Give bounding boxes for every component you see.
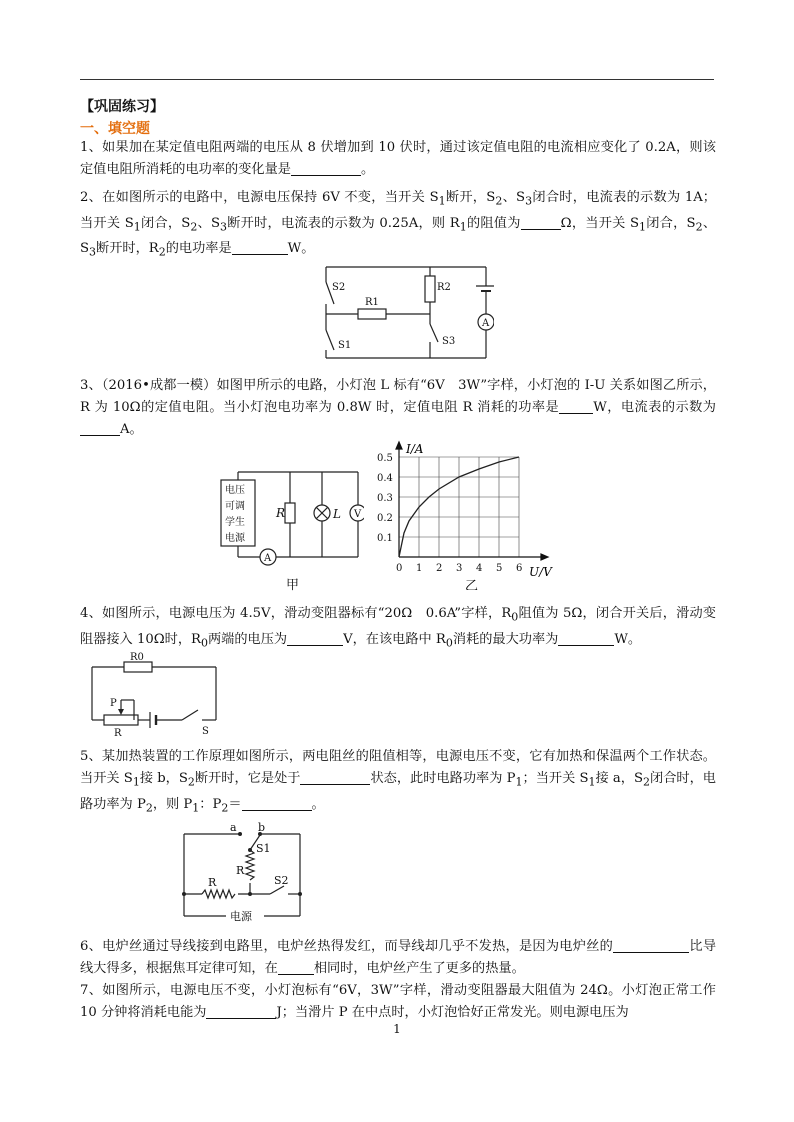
y-tick-label: 0.2 — [377, 513, 393, 524]
x-tick-label: 5 — [496, 563, 503, 574]
circuit-diagram-q3-jia — [218, 465, 364, 593]
label-s2: S2 — [332, 282, 346, 293]
label-s2: S2 — [274, 874, 289, 887]
circuit-diagram-q2 — [318, 262, 494, 364]
label-ammeter: A — [482, 318, 490, 329]
label-r: R — [276, 506, 286, 520]
label-slider-p: P — [110, 698, 117, 709]
x-tick-label: 4 — [476, 563, 483, 574]
source-line-3: 学生 — [225, 517, 245, 528]
iu-chart — [368, 440, 554, 590]
x-tick-label: 6 — [516, 563, 523, 574]
label-s3: S3 — [442, 336, 456, 347]
label-power-source: 电源 — [230, 910, 252, 923]
question-5: 5、某加热装置的工作原理如图所示，两电阻丝的阻值相等，电源电压不变，它有加热和保温两个工作状态。当开关 $S_1$接 b，$S_2$断开时，它是处于 状态，此时电路功率为 $P_1$；当开关 $S_1$接 a，$S_2$闭合时，电路功率为 $P_2$，则 $P_1$：$P_2=$ 。 — [80, 749, 716, 815]
answer-blank[interactable] — [291, 161, 361, 176]
answer-blank[interactable] — [558, 631, 614, 646]
question-7: 7、如图所示，电源电压不变，小灯泡标有“6V，3W”字样，滑动变阻器最大阻值为 24Ω。小灯泡正常工作 10 分钟将消耗电能为 J；当滑片 P 在中点时，小灯泡恰好正常发光。则电源电压为 — [80, 983, 716, 1020]
header-rule — [80, 79, 714, 80]
x-tick-label: 0 — [396, 563, 403, 574]
source-line-2: 可调 — [225, 501, 245, 512]
x-axis-label: U/V — [529, 565, 552, 579]
answer-blank[interactable] — [300, 770, 370, 785]
label-ammeter: A — [264, 553, 272, 564]
answer-blank[interactable] — [278, 960, 314, 975]
section-subtitle: 一、填空题 — [80, 121, 150, 137]
label-lamp: L — [333, 507, 341, 521]
label-contact-a: a — [230, 822, 237, 834]
question-4: 4、如图所示，电源电压为 4.5V，滑动变阻器标有“20Ω 0.6A”字样，$R_0$阻值为 5Ω，闭合开关后，滑动变阻器接入 10Ω时，$R_0$两端的电压为 V，在该电路中 $R_0$消耗的最大功率为 W。 — [80, 606, 716, 650]
label-r1: R1 — [365, 297, 379, 308]
circuit-diagram-q4 — [84, 652, 224, 738]
figure-caption-yi: 乙 — [465, 579, 479, 590]
label-r-horizontal: R — [208, 876, 217, 889]
y-tick-label: 0.5 — [377, 453, 393, 464]
label-r0: R0 — [130, 652, 144, 663]
x-tick-label: 1 — [416, 563, 423, 574]
answer-blank[interactable] — [232, 240, 288, 255]
question-3: 3、（2016•成都一模）如图甲所示的电路，小灯泡 L 标有“6V 3W”字样，小灯泡的 I-U 关系如图乙所示，R 为 10Ω的定值电阻。当小灯泡电功率为 0.8W 时，定值电阻 R 消耗的功率是 W，电流表的示数为A。 — [80, 378, 716, 437]
y-tick-label: 0.4 — [377, 473, 393, 484]
page-number: 1 — [393, 1022, 401, 1036]
question-1: 1、如果加在某定值电阻两端的电压从 8 伏增加到 10 伏时，通过该定值电阻的电流相应变化了 0.2A，则该定值电阻所消耗的电功率的变化量是 。 — [80, 140, 716, 177]
y-tick-label: 0.1 — [377, 533, 393, 544]
source-line-1: 电压 — [225, 485, 245, 496]
answer-blank[interactable] — [559, 399, 593, 414]
y-axis-label: I/A — [406, 442, 424, 456]
label-s1: S1 — [338, 340, 352, 351]
answer-blank[interactable] — [613, 938, 689, 953]
label-r-vertical: R — [236, 864, 245, 877]
answer-blank[interactable] — [80, 421, 120, 436]
circuit-diagram-q5 — [178, 822, 310, 928]
label-voltmeter: V — [354, 509, 362, 520]
x-tick-label: 2 — [436, 563, 443, 574]
answer-blank[interactable] — [521, 215, 561, 230]
y-tick-label: 0.3 — [377, 493, 393, 504]
label-switch-s: S — [202, 726, 209, 737]
label-s1: S1 — [256, 842, 271, 855]
answer-blank[interactable] — [287, 631, 343, 646]
x-tick-label: 3 — [456, 563, 463, 574]
question-6: 6、电炉丝通过导线接到电路里，电炉丝热得发红，而导线却几乎不发热，是因为电炉丝的 比导线大得多，根据焦耳定律可知，在 相同时，电炉丝产生了更多的热量。 — [80, 939, 717, 976]
label-r2: R2 — [437, 282, 451, 293]
section-title: 【巩固练习】 — [80, 99, 164, 115]
answer-blank[interactable] — [206, 1004, 276, 1019]
figure-caption-jia: 甲 — [286, 578, 300, 593]
answer-blank[interactable] — [242, 796, 312, 811]
label-r: R — [114, 728, 122, 738]
source-line-4: 电源 — [225, 533, 245, 544]
label-contact-b: b — [258, 822, 266, 834]
question-2: 2、在如图所示的电路中，电源电压保持 6V 不变，当开关 $S_1$断开，$S_2$、$S_3$闭合时，电流表的示数为 1A；当开关 $S_1$闭合，$S_2$、$S_3$断开时，电流表的示数为 0.25A，则 $R_1$的阻值为 Ω，当开关 $S_1$闭合，$S_2$、$S_3$断开时，$R_2$的电功率是 W。 — [80, 190, 717, 259]
